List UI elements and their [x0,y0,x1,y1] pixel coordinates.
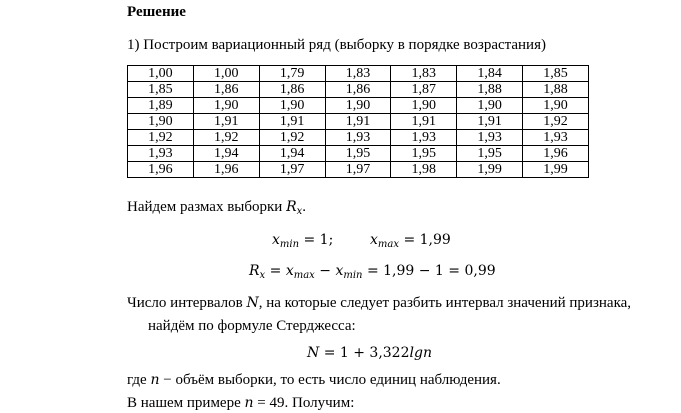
where-text-b: − объём выборки, то есть число единиц наблюдения. [159,372,501,388]
table-cell: 1,95 [457,146,523,162]
table-cell: 1,96 [523,146,589,162]
example-symbol: n [244,395,254,411]
table-cell: 1,00 [193,66,259,82]
range-formula-xmax: x [285,263,294,279]
table-cell: 1,91 [193,114,259,130]
table-cell: 1,88 [457,82,523,98]
table-cell: 1,99 [523,162,589,178]
sturges-rhs-a: = 1 + 3,322 [319,345,410,361]
table-cell: 1,91 [259,114,325,130]
table-cell: 1,97 [325,162,391,178]
table-cell: 1,83 [325,66,391,82]
range-formula-xmin-sub: min [343,270,363,281]
variation-series-table [127,65,589,178]
table-cell: 1,88 [523,82,589,98]
range-intro-end: . [302,199,307,215]
xmax-value: = 1,99 [399,232,451,248]
range-formula-xmax-sub: max [293,270,315,281]
table-cell: 1,93 [128,146,194,162]
range-intro-text: Найдем размах выборки [127,199,287,215]
table-row [128,66,589,82]
xmax-sub: max [377,239,399,250]
table-cell: 1,90 [193,98,259,114]
range-formula [249,263,496,281]
table-cell: 1,93 [391,130,457,146]
table-cell: 1,92 [259,130,325,146]
intervals-text-a: Число интервалов [127,295,247,311]
sturges-formula [307,345,432,362]
table-cell: 1,96 [193,162,259,178]
table-cell: 1,94 [259,146,325,162]
table-cell: 1,97 [259,162,325,178]
sturges-lhs: N [307,345,320,361]
table-row [128,98,589,114]
table-cell: 1,90 [128,114,194,130]
table-cell: 1,84 [457,66,523,82]
table-row [128,114,589,130]
table-cell: 1,79 [259,66,325,82]
variation-series-body [128,66,589,178]
table-cell: 1,85 [128,82,194,98]
table-cell: 1,86 [259,82,325,98]
table-row [128,130,589,146]
sturges-rhs-b: lgn [409,345,432,361]
table-cell: 1,90 [457,98,523,114]
table-cell: 1,94 [193,146,259,162]
table-cell: 1,95 [391,146,457,162]
table-cell: 1,93 [325,130,391,146]
table-cell: 1,92 [193,130,259,146]
table-cell: 1,93 [457,130,523,146]
range-symbol-sub: x [296,206,303,217]
table-row [128,162,589,178]
xmin-sub: min [279,239,300,250]
where-text-a: где [127,372,151,388]
table-cell: 1,98 [391,162,457,178]
intervals-line-2: найдём по формуле Стерджесса: [148,318,356,334]
range-formula-eq: = [265,263,286,279]
table-cell: 1,91 [457,114,523,130]
where-line [127,372,501,389]
range-formula-lhs: R [249,263,260,279]
range-symbol: R [286,199,297,215]
table-cell: 1,91 [325,114,391,130]
xmin-value: = 1; [299,232,334,248]
table-cell: 1,96 [128,162,194,178]
table-cell: 1,89 [128,98,194,114]
xmax-symbol: x [370,232,378,248]
xmin-symbol: x [272,232,280,248]
table-cell: 1,99 [457,162,523,178]
xmin-formula [272,232,333,250]
table-cell: 1,91 [391,114,457,130]
table-cell: 1,92 [128,130,194,146]
table-cell: 1,00 [128,66,194,82]
range-formula-xmin: x [335,263,344,279]
table-cell: 1,90 [325,98,391,114]
table-cell: 1,86 [325,82,391,98]
range-formula-lhs-sub: x [259,270,266,281]
table-row [128,82,589,98]
xmax-formula [370,232,451,250]
example-text-b: = 49. Получим: [253,395,355,411]
range-formula-minus: − [314,263,336,279]
where-symbol: n [150,372,160,388]
table-cell: 1,90 [523,98,589,114]
table-cell: 1,86 [193,82,259,98]
example-line [127,395,354,412]
table-cell: 1,85 [523,66,589,82]
intervals-symbol: N [246,295,259,311]
intervals-text-b: , на которые следует разбить интервал значений признака, [258,295,632,311]
step-1-text: 1) Построим вариационный ряд (выборку в порядке возрастания) [127,37,546,53]
table-cell: 1,93 [523,130,589,146]
table-cell: 1,95 [325,146,391,162]
table-cell: 1,90 [391,98,457,114]
range-formula-result: = 1,99 − 1 = 0,99 [362,263,496,279]
table-row [128,146,589,162]
solution-heading: Решение [127,4,186,20]
example-text-a: В нашем примере [127,395,245,411]
table-cell: 1,87 [391,82,457,98]
intervals-line-1 [127,295,631,312]
table-cell: 1,83 [391,66,457,82]
table-cell: 1,90 [259,98,325,114]
table-cell: 1,92 [523,114,589,130]
range-intro [127,199,306,217]
